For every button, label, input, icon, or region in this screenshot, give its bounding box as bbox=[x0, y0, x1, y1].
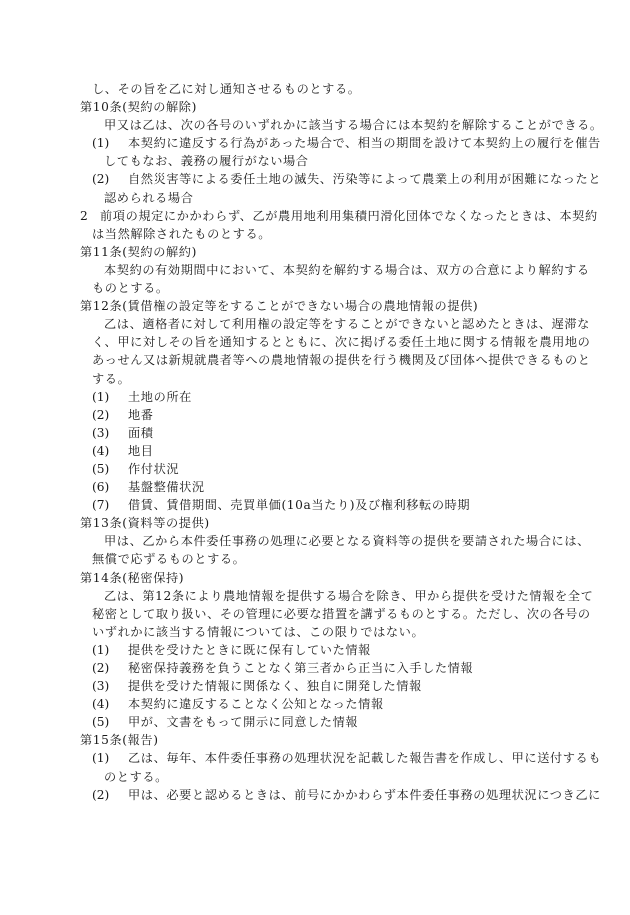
list-item bbox=[0, 749, 630, 767]
item-text: 甲は、必要と認めるときは、前号にかかわらず本件委任事務の処理状況につき乙に bbox=[128, 787, 601, 802]
article-body-continuation: く、甲に対しその旨を通知するとともに、次に掲げる委任土地に関する情報を農用地の bbox=[92, 335, 591, 350]
list-item bbox=[0, 695, 630, 713]
list-item bbox=[0, 713, 630, 731]
list-item bbox=[0, 677, 630, 695]
item-text: 借賃、賃借期間、売買単価(10a当たり)及び権利移転の時期 bbox=[128, 498, 471, 513]
article-body: 本契約の有効期間中において、本契約を解約する場合は、双方の合意により解約する bbox=[104, 262, 590, 277]
list-item bbox=[0, 786, 630, 804]
item-number: (5) bbox=[92, 461, 110, 476]
item-number: (5) bbox=[92, 715, 110, 730]
item-number: (4) bbox=[92, 697, 110, 712]
item-number: (3) bbox=[92, 679, 110, 694]
item-text: 地番 bbox=[128, 407, 154, 422]
item-text: 乙は、毎年、本件委任事務の処理状況を記載した報告書を作成し、甲に送付するも bbox=[128, 751, 602, 766]
article-body-continuation: 秘密として取り扱い、その管理に必要な措置を講ずるものとする。ただし、次の各号の bbox=[92, 606, 591, 621]
item-continuation: してもなお、義務の履行がない場合 bbox=[104, 154, 309, 169]
article-body-continuation: 無償で応ずるものとする。 bbox=[92, 552, 246, 567]
item-text: 地目 bbox=[128, 443, 154, 458]
article-body: 乙は、適格者に対して利用権の設定等をすることができないと認めたときは、遅滞な bbox=[104, 317, 590, 332]
article-heading: 第11条(契約の解約) bbox=[80, 244, 197, 259]
article-body: 乙は、第12条により農地情報を提供する場合を除き、甲から提供を受けた情報を全て bbox=[104, 588, 594, 603]
list-item bbox=[0, 496, 630, 514]
item-number: (2) bbox=[92, 661, 110, 675]
item-text: 面積 bbox=[128, 425, 154, 440]
article-body-continuation: する。 bbox=[92, 371, 131, 386]
item-text: 提供を受けたときに既に保有していた情報 bbox=[128, 642, 371, 657]
article-body: 甲は、乙から本件委任事務の処理に必要となる資料等の提供を要請された場合には、 bbox=[104, 534, 590, 549]
list-item bbox=[0, 478, 630, 496]
item-number: (2) bbox=[92, 172, 110, 187]
list-item bbox=[0, 170, 630, 188]
article-heading: 第12条(賃借権の設定等をすることができない場合の農地情報の提供) bbox=[80, 299, 479, 314]
paragraph-continuation: は当然解除されたものとする。 bbox=[92, 226, 272, 241]
paragraph-text: 前項の規定にかかわらず、乙が農用地利用集積円滑化団体でなくなったときは、本契約 bbox=[100, 208, 598, 223]
paragraph bbox=[0, 207, 630, 225]
document-page bbox=[0, 80, 630, 804]
article-body-continuation: あっせん又は新規就農者等への農地情報の提供を行う機関及び団体へ提供できるものと bbox=[92, 353, 591, 368]
item-number: (1) bbox=[92, 136, 110, 151]
item-number: (1) bbox=[92, 389, 110, 404]
item-number: (3) bbox=[92, 425, 110, 440]
list-item bbox=[0, 424, 630, 442]
item-number: (2) bbox=[92, 787, 110, 802]
item-text: 自然災害等による委任土地の滅失、汚染等によって農業上の利用が困難になったと bbox=[128, 172, 602, 187]
item-text: 基盤整備状況 bbox=[128, 480, 205, 495]
list-item bbox=[0, 442, 630, 460]
item-continuation: のとする。 bbox=[104, 769, 168, 784]
article-body: 甲又は乙は、次の各号のいずれかに該当する場合には本契約を解除することができる。 bbox=[104, 118, 603, 133]
list-item bbox=[0, 388, 630, 406]
item-text: 秘密保持義務を負うことなく第三者から正当に入手した情報 bbox=[128, 661, 474, 675]
list-item bbox=[0, 460, 630, 478]
item-number: (1) bbox=[92, 642, 110, 657]
article-heading: 第10条(契約の解除) bbox=[80, 100, 197, 115]
item-text: 本契約に違反することなく公知となった情報 bbox=[128, 697, 384, 712]
text-line: し、その旨を乙に対し通知させるものとする。 bbox=[92, 82, 361, 96]
item-number: (1) bbox=[92, 751, 110, 766]
article-body-continuation: ものとする。 bbox=[92, 281, 169, 296]
item-text: 甲が、文書をもって開示に同意した情報 bbox=[128, 715, 359, 730]
article-heading: 第14条(秘密保持) bbox=[80, 570, 185, 585]
article-body-continuation: いずれかに該当する情報については、この限りではない。 bbox=[92, 624, 425, 639]
item-number: (4) bbox=[92, 443, 110, 458]
paragraph-number: 2 bbox=[80, 208, 89, 223]
item-text: 作付状況 bbox=[128, 461, 180, 476]
item-number: (7) bbox=[92, 498, 110, 513]
item-text: 本契約に違反する行為があった場合で、相当の期間を設けて本契約上の履行を催告 bbox=[128, 136, 601, 151]
item-number: (2) bbox=[92, 407, 110, 422]
list-item bbox=[0, 659, 630, 677]
item-text: 土地の所在 bbox=[128, 389, 192, 404]
list-item bbox=[0, 641, 630, 659]
item-continuation: 認められる場合 bbox=[104, 190, 194, 205]
article-heading: 第13条(資料等の提供) bbox=[80, 516, 210, 531]
article-heading: 第15条(報告) bbox=[80, 733, 159, 748]
item-number: (6) bbox=[92, 480, 110, 495]
list-item bbox=[0, 406, 630, 424]
list-item bbox=[0, 134, 630, 152]
item-text: 提供を受けた情報に関係なく、独自に開発した情報 bbox=[128, 679, 422, 694]
